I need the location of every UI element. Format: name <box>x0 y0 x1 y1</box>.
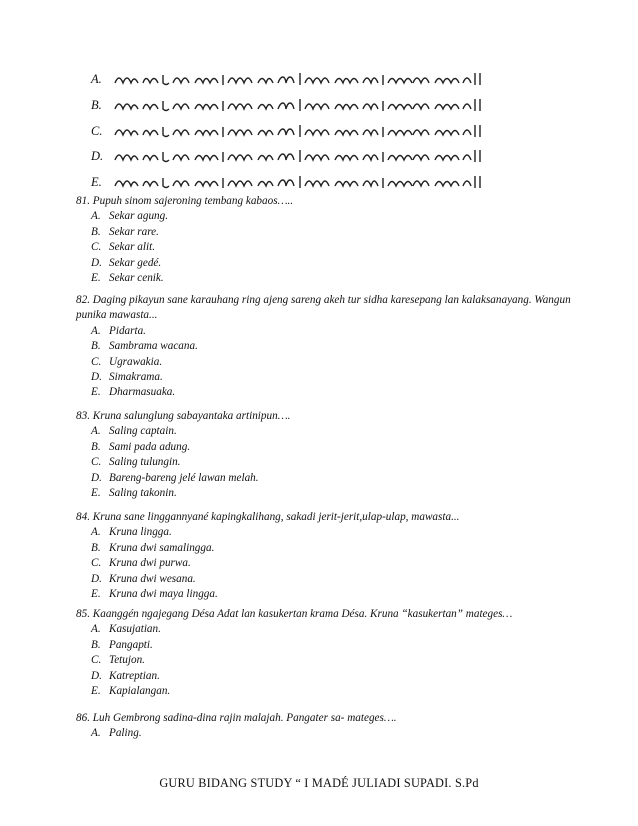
option-text: Sekar rare. <box>109 225 159 238</box>
option-b <box>76 440 576 455</box>
option-a <box>76 622 576 637</box>
option-text: Kruna dwi samalingga. <box>109 541 215 554</box>
option-letter: C. <box>91 456 102 469</box>
option-a <box>76 424 576 439</box>
option-c <box>76 355 576 370</box>
option-letter: D. <box>91 148 104 163</box>
option-text: Bareng-bareng jelé lawan melah. <box>109 471 259 484</box>
option-letter: D. <box>91 256 102 269</box>
option-text: Sami pada adung. <box>109 440 191 453</box>
option-letter: B. <box>91 638 101 651</box>
option-a <box>76 209 576 224</box>
option-letter: A. <box>91 727 101 740</box>
option-text: Sekar alit. <box>109 241 155 254</box>
question-number: 83. <box>76 410 90 422</box>
option-text: Saling takonin. <box>109 487 177 500</box>
option-letter: E. <box>91 487 101 500</box>
option-text: Sekar cenik. <box>109 272 164 285</box>
option-b <box>76 541 576 556</box>
option-letter: C. <box>91 654 102 667</box>
option-d <box>76 256 576 271</box>
option-letter: C. <box>91 557 102 570</box>
option-d <box>76 669 576 684</box>
question-text: Kruna salunglung sabayantaka artinipun…. <box>92 410 291 422</box>
page-footer: GURU BIDANG STUDY “ I MADÉ JULIADI SUPADI. S.Pd <box>159 776 479 790</box>
option-letter: C. <box>91 355 102 368</box>
question-text: Daging pikayun sane karauhang ring ajeng sareng akeh tur sidha karesepang lan kalaksanayang. Wangun punika mawasta... <box>76 294 571 322</box>
option-text: Pidarta. <box>109 324 146 337</box>
question-82 <box>76 293 576 401</box>
question-83 <box>76 409 576 501</box>
option-text: Simakrama. <box>109 371 163 384</box>
option-letter: C. <box>91 241 102 254</box>
option-letter: A. <box>91 526 101 539</box>
option-letter: E. <box>91 174 102 189</box>
option-letter: E. <box>91 685 101 698</box>
question-text: Kaanggén ngajegang Désa Adat lan kasukertan krama Désa. Kruna “kasukertan” mateges… <box>92 608 513 620</box>
option-letter: D. <box>91 669 102 682</box>
balinese-script-line <box>113 95 493 115</box>
option-c <box>76 653 576 668</box>
option-text: Katreptian. <box>109 669 160 682</box>
option-b <box>76 339 576 354</box>
option-text: Saling captain. <box>109 425 177 438</box>
option-letter: A. <box>91 210 101 223</box>
option-letter: B. <box>91 225 101 238</box>
option-letter: A. <box>91 623 101 636</box>
balinese-option-a <box>91 68 493 90</box>
question-number: 84. <box>76 511 90 523</box>
option-text: Sambrama wacana. <box>109 340 198 353</box>
option-letter: D. <box>91 371 102 384</box>
balinese-script-line <box>113 172 493 192</box>
option-letter: B. <box>91 340 101 353</box>
question-text: Kruna sane linggannyané kapingkalihang, sakadi jerit-jerit,ulap-ulap, mawasta... <box>92 511 460 523</box>
option-e <box>76 271 576 286</box>
question-number: 86. <box>76 712 90 724</box>
option-letter: D. <box>91 471 102 484</box>
question-85 <box>76 607 576 699</box>
question-number: 85. <box>76 608 90 620</box>
option-text: Kruna dwi purwa. <box>109 557 191 570</box>
balinese-script-line <box>113 121 493 141</box>
question-text: Luh Gembrong sadina-dina rajin malajah. Pangater sa- mateges…. <box>92 712 397 724</box>
option-a <box>76 324 576 339</box>
option-b <box>76 225 576 240</box>
option-letter: C. <box>91 123 103 138</box>
option-c <box>76 240 576 255</box>
option-e <box>76 486 576 501</box>
option-text: Sekar gedé. <box>109 256 162 269</box>
question-84 <box>76 510 576 602</box>
option-text: Saling tulungin. <box>109 456 181 469</box>
option-b <box>76 638 576 653</box>
option-text: Pangapti. <box>109 638 153 651</box>
option-a <box>76 525 576 540</box>
option-letter: A. <box>91 324 101 337</box>
option-d <box>76 471 576 486</box>
option-c <box>76 455 576 470</box>
option-e <box>76 587 576 602</box>
question-81 <box>76 194 576 286</box>
option-letter: A. <box>91 425 101 438</box>
option-letter: E. <box>91 272 101 285</box>
balinese-option-d <box>91 145 493 167</box>
option-letter: B. <box>91 97 102 112</box>
option-letter: D. <box>91 572 102 585</box>
balinese-option-c <box>91 120 493 142</box>
option-text: Dharmasuaka. <box>109 386 176 399</box>
option-c <box>76 556 576 571</box>
option-e <box>76 385 576 400</box>
balinese-script-line <box>113 146 493 166</box>
option-letter: B. <box>91 541 101 554</box>
option-letter: B. <box>91 440 101 453</box>
option-d <box>76 572 576 587</box>
balinese-option-b <box>91 94 493 116</box>
option-text: Kruna lingga. <box>109 526 172 539</box>
balinese-option-e <box>91 171 493 193</box>
option-text: Paling. <box>109 727 142 740</box>
question-86 <box>76 711 576 742</box>
question-number: 81. <box>76 195 90 207</box>
option-text: Kruna dwi wesana. <box>109 572 196 585</box>
option-e <box>76 684 576 699</box>
option-letter: E. <box>91 588 101 601</box>
option-text: Ugrawakia. <box>109 355 163 368</box>
question-text: Pupuh sinom sajeroning tembang kabaos….. <box>92 195 294 207</box>
option-a <box>76 726 576 741</box>
question-number: 82. <box>76 294 90 306</box>
balinese-script-line <box>113 69 493 89</box>
option-text: Sekar agung. <box>109 210 169 223</box>
option-text: Kasujatian. <box>109 623 161 636</box>
option-text: Tetujon. <box>109 654 145 667</box>
option-letter: A. <box>91 71 102 86</box>
option-text: Kapialangan. <box>109 685 171 698</box>
option-text: Kruna dwi maya lingga. <box>109 588 218 601</box>
option-letter: E. <box>91 386 101 399</box>
option-d <box>76 370 576 385</box>
